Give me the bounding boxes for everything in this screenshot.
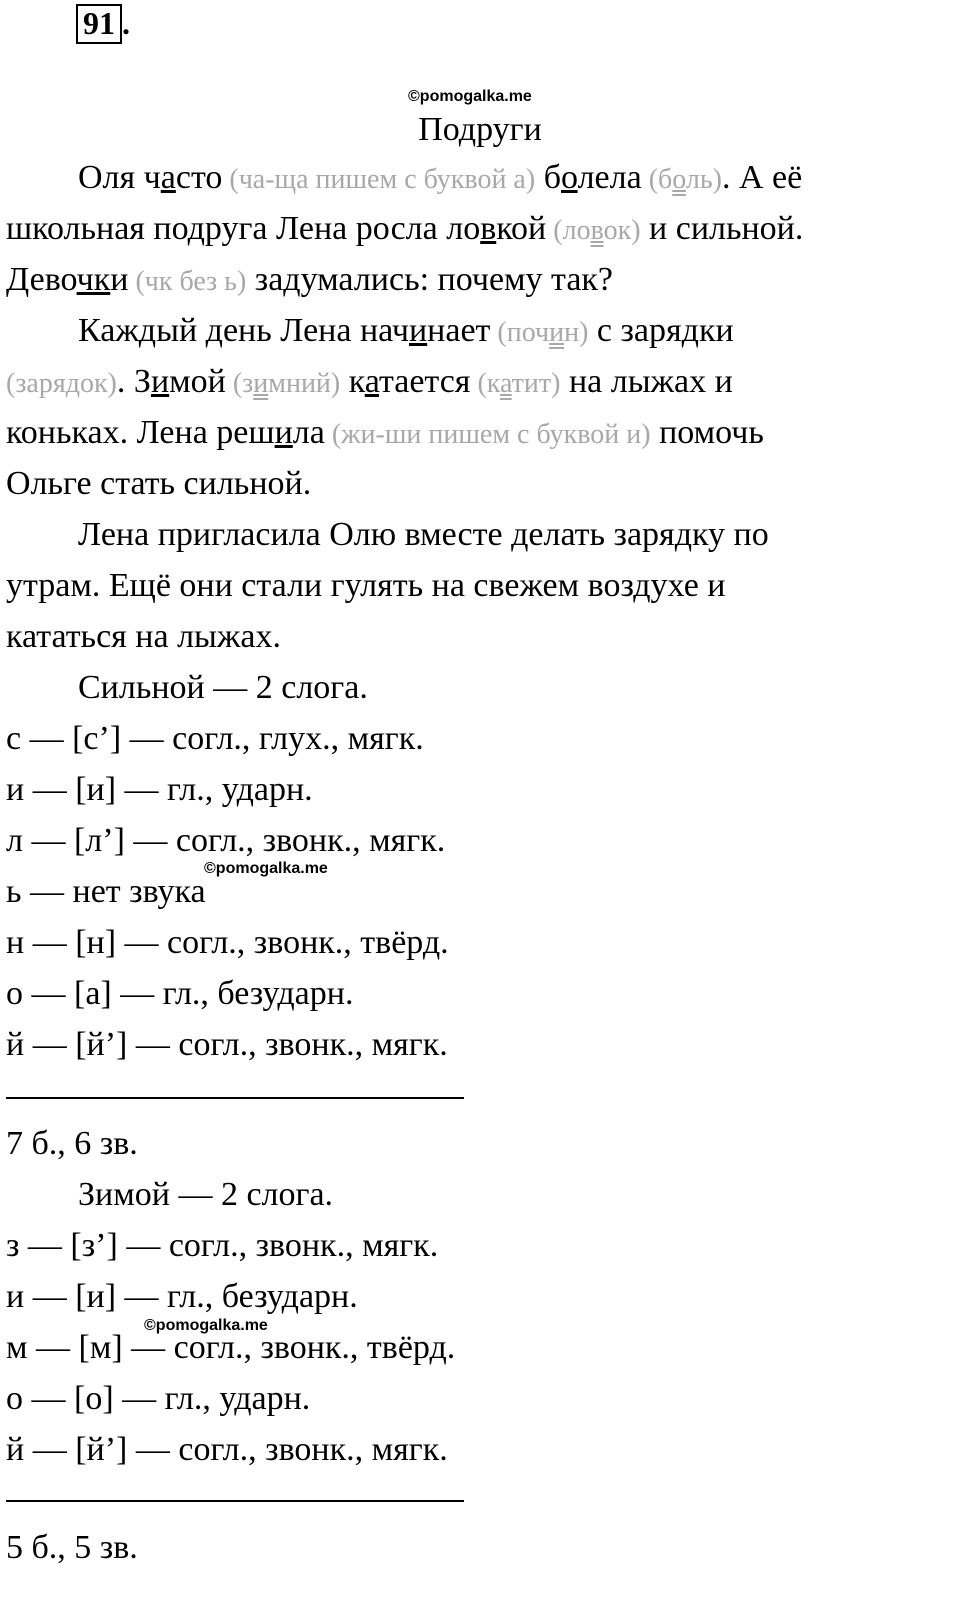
phonetic-row: ь — нет звука xyxy=(6,873,206,910)
phonetic-row: й — [й’] — согл., звонк., мягк. xyxy=(6,1026,448,1063)
phonetic-row: з — [з’] — согл., звонк., мягк. xyxy=(6,1227,439,1264)
analysis-heading: Сильной — 2 слога. xyxy=(78,669,368,706)
story-line: Каждый день Лена начинает (почин) с зарядки xyxy=(78,312,734,349)
analysis-total: 7 б., 6 зв. xyxy=(6,1125,138,1162)
analysis-total: 5 б., 5 зв. xyxy=(6,1529,138,1566)
story-line: Лена пригласила Олю вместе делать зарядку по xyxy=(78,516,769,553)
story-line: Ольге стать сильной. xyxy=(6,465,312,502)
phonetic-row: и — [и] — гл., безударн. xyxy=(6,1278,358,1315)
story-line: Оля часто (ча-ща пишем с буквой а) болела (боль). А её xyxy=(78,159,803,196)
phonetic-row: й — [й’] — согл., звонк., мягк. xyxy=(6,1431,448,1468)
story-line: коньках. Лена решила (жи-ши пишем с буквой и) помочь xyxy=(6,414,764,451)
story-title: Подруги xyxy=(418,111,542,148)
phonetic-row: н — [н] — согл., звонк., твёрд. xyxy=(6,924,449,961)
analysis-heading: Зимой — 2 слога. xyxy=(78,1176,334,1213)
phonetic-row: м — [м] — согл., звонк., твёрд. xyxy=(6,1329,456,1366)
task-number: 91 . xyxy=(76,4,130,44)
story-line: школьная подруга Лена росла ловкой (ловок) и сильной. xyxy=(6,210,804,247)
phonetic-row: о — [о] — гл., ударн. xyxy=(6,1380,311,1417)
phonetic-row: с — [с’] — согл., глух., мягк. xyxy=(6,720,424,757)
phonetic-row: л — [л’] — согл., звонк., мягк. xyxy=(6,822,446,859)
phonetic-row: и — [и] — гл., ударн. xyxy=(6,771,313,808)
story-line: Девочки (чк без ь) задумались: почему так? xyxy=(6,261,614,298)
story-line: утрам. Ещё они стали гулять на свежем воздухе и xyxy=(6,567,726,604)
watermark: ©pomogalka.me xyxy=(144,1317,268,1334)
watermark: ©pomogalka.me xyxy=(408,88,532,105)
divider-line xyxy=(6,1097,464,1099)
story-line: (зарядок). Зимой (зимний) катается (катит) на лыжах и xyxy=(6,363,733,400)
divider-line xyxy=(6,1500,464,1502)
story-line: кататься на лыжах. xyxy=(6,618,281,655)
task-number-box: 91 xyxy=(76,4,122,44)
watermark: ©pomogalka.me xyxy=(204,860,328,877)
phonetic-row: о — [а] — гл., безударн. xyxy=(6,975,354,1012)
